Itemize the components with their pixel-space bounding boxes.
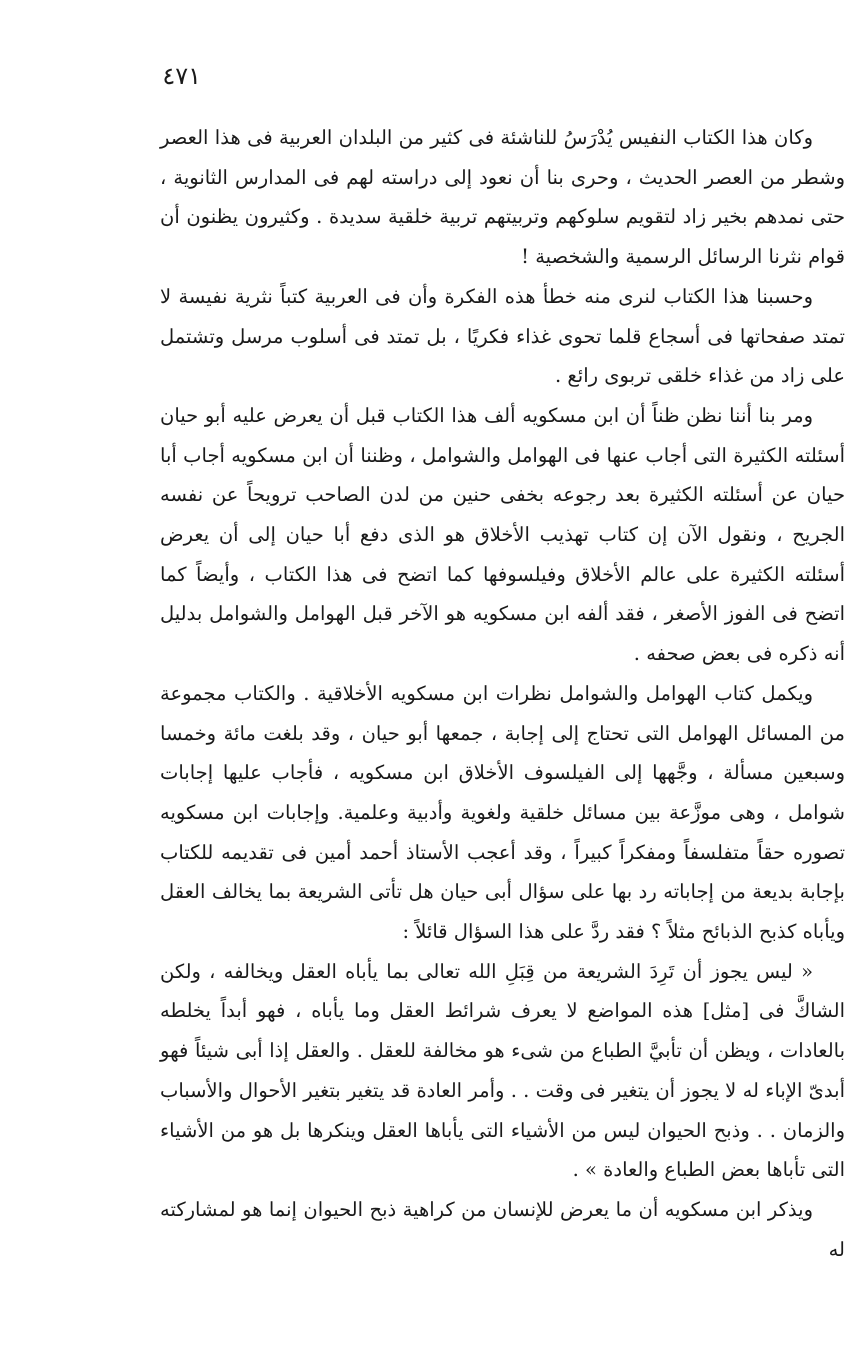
paragraph: وحسبنا هذا الكتاب لنرى منه خطأ هذه الفكرة وأن فى العربية كتباً نثرية نفيسة لا تمتد صفحاتها فى أسجاع قلما تحوى غذاء فكريًا ، بل تمتد فى أسلوب مرسل وتشتمل على زاد من غذاء خلقى تربوى رائع .	[160, 284, 845, 388]
quotation-paragraph: « ليس يجوز أن تَرِدَ الشريعة من قِبَلِ الله تعالى بما يأباه العقل ويخالفه ، ولكن الشاكَّ فى [مثل] هذه المواضع لا يعرف شرائط العقل وما يأباه ، فهو أبداً يخلطه بالعادات ، ويظن أن تأبيَّ الطباع من شىء هو مخالفة للعقل . والعقل إذا أبى شيئاً فهو أبدىّ الإباء له لا يجوز أن يتغير فى وقت . . وأمر العادة قد يتغير بتغير الأحوال والأسباب والزمان . . وذبح الحيوان ليس من الأشياء التى يأباها العقل وينكرها بل هو من الأشياء التى تأباها بعض الطباع والعادة » .	[160, 959, 845, 1182]
page-number: ٤٧١	[162, 62, 201, 90]
page-body-text	[160, 118, 845, 1269]
paragraph: وكان هذا الكتاب النفيس يُدْرَسُ للناشئة فى كثير من البلدان العربية فى هذا العصر وشطر من العصر الحديث ، وحرى بنا أن نعود إلى دراسته لهم فى المدارس الثانوية ، حتى نمدهم بخير زاد لتقويم سلوكهم وتربيتهم تربية خلقية سديدة . وكثيرون يظنون أن قوام نثرنا الرسائل الرسمية والشخصية !	[160, 126, 845, 269]
paragraph: ويذكر ابن مسكويه أن ما يعرض للإنسان من كراهية ذبح الحيوان إنما هو لمشاركته له	[160, 1197, 845, 1261]
paragraph: ويكمل كتاب الهوامل والشوامل نظرات ابن مسكويه الأخلاقية . والكتاب مجموعة من المسائل الهوامل التى تحتاج إلى إجابة ، جمعها أبو حيان ، وقد بلغت مائة وخمسا وسبعين مسألة ، وجَّهها إلى الفيلسوف الأخلاق ابن مسكويه ، فأجاب عليها إجابات شوامل ، وهى موزَّعة بين مسائل خلقية ولغوية وأدبية وعلمية. وإجابات ابن مسكويه تصوره حقاً متفلسفاً ومفكراً كبيراً ، وقد أعجب الأستاذ أحمد أمين فى تقديمه للكتاب بإجابة بديعة من إجاباته رد بها على سؤال أبى حيان هل تأتى الشريعة بما يخالف العقل ويأباه كذبح الذبائح مثلاً ؟ فقد ردَّ على هذا السؤال قائلاً :	[160, 681, 845, 944]
paragraph: ومر بنا أننا نظن ظناً أن ابن مسكويه ألف هذا الكتاب قبل أن يعرض عليه أبو حيان أسئلته الكثيرة التى أجاب عنها فى الهوامل والشوامل ، وظننا أن ابن مسكويه أجاب أبا حيان عن أسئلته الكثيرة بعد رجوعه بخفى حنين من لدن الصاحب ترويحاً عن نفسه الجريح ، ونقول الآن إن كتاب تهذيب الأخلاق هو الذى دفع أبا حيان إلى أن يعرض أسئلته الكثيرة على عالم الأخلاق وفيلسوفها كما اتضح فى هذا الكتاب ، وأيضاً كما اتضح فى الفوز الأصغر ، فقد ألفه ابن مسكويه هو الآخر قبل الهوامل والشوامل بدليل أنه ذكره فى بعض صحفه .	[160, 403, 845, 666]
